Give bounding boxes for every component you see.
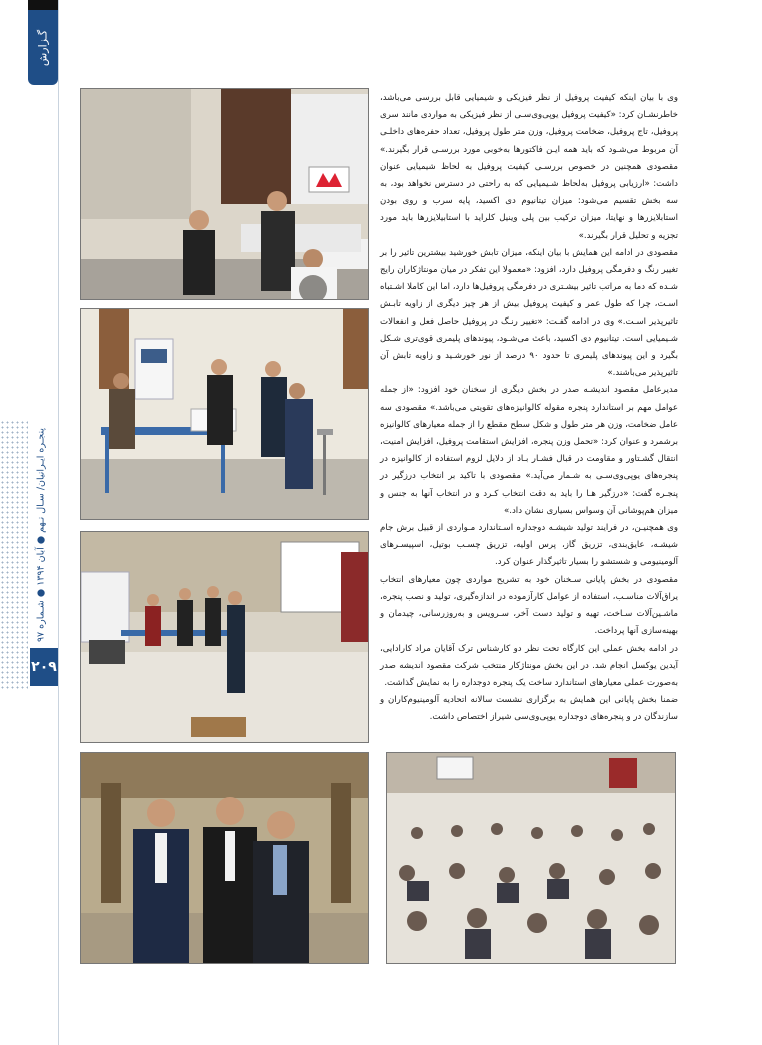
page-number: ۲۰۹	[30, 648, 58, 686]
article-paragraph: ضمنا بخش پایانی این همایش به برگزاری نشست سالانه اتحادیه آلومینیوم‌کاران و سازندگان در و پنجره‌های دوجداره یوپی‌وی‌سی شیراز اختصاص داشت.	[380, 695, 678, 723]
issue-text: پنجـره ایـرانیان/ سـال نـهم ● آبان ۱۳۹۴ ● شـماره ۹۷	[35, 427, 47, 643]
photo-workshop-demo	[80, 88, 369, 300]
photo-workshop-table	[80, 308, 369, 520]
photo-icon	[81, 309, 368, 519]
sidebar-divider	[58, 0, 59, 1045]
article-paragraph: مقصودی در ادامه این همایش با بیان اینکه، میزان تابش خورشید بیشترین تاثیر را بر تغییر رنگ و دفرمگی پروفیل دارد، افزود: «معمولا این تفکر در میان مونتاژکاران رایج شـده که دما به مراتب تاثیر بیشـتری در دفرمگی پروفیل‌ها دارد، اما این کاملا اشـتباه اسـت، چرا که طول عمر و کیفیت پروفیل بیش از هر چیز دیگری از زاویه تابـش تاثیرپذیر اسـت.» وی در ادامه گفـت: «تغییر رنـگ در پروفیل حاصل فعل و انفعالات شـیمیایی است. تیتانیوم دی اکسید، باعث می‌شـود، پیوندهای پلیمری قوی‌تری شـکل بگیرد و این پیوندهای پلیمری تا حدود ۹۰ درصد از نور خورشـید و زاویه تابش آن تاثیرپذیر می‌باشند.»	[380, 247, 678, 379]
photo-icon	[81, 89, 368, 299]
photo-icon	[81, 753, 368, 963]
photo-icon	[81, 532, 368, 742]
section-label: گـزارش	[36, 29, 50, 66]
article-paragraph: وی همچنیـن، در فرایند تولید شیشـه دوجداره اسـتاندارد مـواردی از قبیل برش جام شیشـه، عایق‌بندی، تزریق گاز، پرس اولیه، تزریق چسـب بوتیل، اسپیسـرهای آلومینیومی و شستشو را بسیار تاثیرگذار عنوان کرد.	[380, 523, 678, 568]
article-body	[380, 90, 678, 727]
photo-three-men	[80, 752, 369, 964]
photo-audience	[386, 752, 676, 964]
article-paragraph: مدیرعامل مقصود اندیشـه صدر در بخش دیگری از سخنان خود افزود: «از جمله عوامل مهم بر استاندارد پنجره مقوله کالوانیزه‌های تقویتی می‌باشد.» مقصودی سه عامل ضخامت، وزن هر متر طول و شکل سطح مقطع را از جمله معیارهای کالوانیزه برشمرد و عنوان کرد: «تحمل وزن پنجره، افزایش استقامت پروفیل، افزایش امنیت، انتقال گشـتاور و مقاومت در قبال فشـار بـاد از دلایل لزوم استفاده از کالوانیزه در پنجره‌های یوپی‌وی‌سـی به شـمار می‌آید.» مقصودی با تاکید بر انتخاب درزگیر در پنجـره گفت: «درزگیر هـا را باید به دقت انتخاب کـرد و در انتخاب آنها به جنس و میزان هم‌پوشانی آن وسواس بسیاری نشان داد.»	[380, 385, 678, 516]
section-tab	[28, 10, 58, 85]
photo-icon	[387, 753, 675, 963]
top-bar	[28, 0, 58, 10]
article-paragraph: در ادامه بخش عملی این کارگاه تحت نظر دو کارشناس ترک آقایان مراد کارادایی، آیدین یوکسل انجام شد. در این بخش مونتاژکار منتخب شرکت مقصود اندیشه صدر به‌صورت عملی معیارهای استاندارد ساخت یک پنجره دوجداره را به نمایش گذاشت.	[380, 643, 678, 688]
article-paragraph: وی با بیان اینکه کیفیت پروفیل از نظر فیزیکی و شیمیایی قابل بررسی می‌باشد، خاطرنشـان کرد: «کیفیت پروفیل یوپی‌وی‌سـی از نظر فیزیکی به مواردی مانند سری پروفیل، تاج پروفیل، ضخامت پروفیل، وزن متر طول پروفیل، تعداد حفره‌های داخلـی آن مربوط می‌شـود که باید همه ایـن فاکتورها به‌خوبی مورد بررسـی قرار بگیرند.» مقصودی همچنین در خصوص بررسـی کیفیت پروفیل به لحاظ شیمیایی عنوان داشت: «ارزیابی پروفیل به‌لحاظ شـیمیایی که به راحتی در دسترس نخواهد بود، به سه بخش تقسیم می‌شود: میزان تیتانیوم دی اکسید، پایه سرب و روی بودن استابلایزرها و نهایتا، میزان ترکیب بین پلی وینیل کلراید با استابیلایزرها باید مورد تجزیه و تحلیل قرار بگیرند.»	[380, 93, 678, 241]
issue-info	[30, 427, 52, 643]
photo-stage-presentation	[80, 531, 369, 743]
article-paragraph: مقصودی در بخش پایانی سـخنان خود به تشریح مواردی چون معیارهای انتخاب یراق‌آلات مناسـب، استفاده از عوامل کارآزموده در اندازه‌گیری، تولید و نصب پنجره، ماشـین‌آلات سـاخت، تهیه و تولید دست آخر، سـرویس و به‌روزرسانی، چیدمان و بهینه‌سازی آنها پرداخت.	[380, 574, 678, 637]
dot-pattern	[0, 420, 28, 690]
